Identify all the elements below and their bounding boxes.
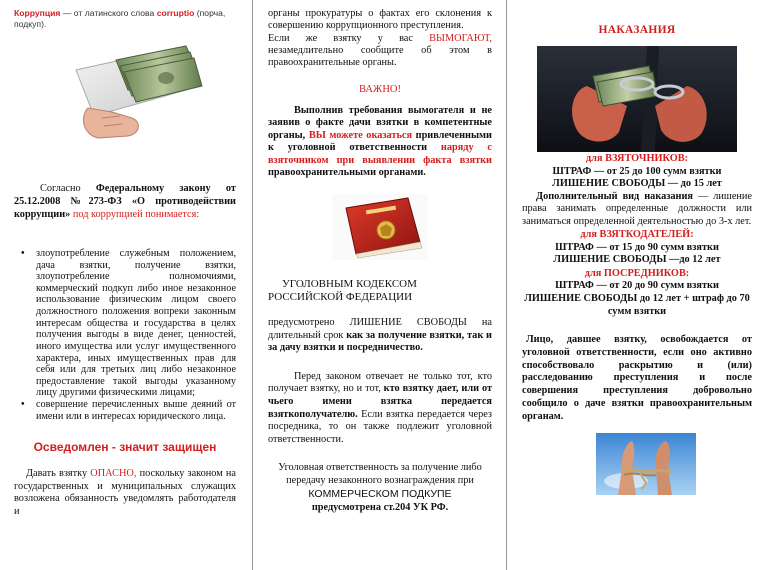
intro-tail: (порча, подкуп). (14, 8, 226, 30)
penalty-line: ШТРАФ — от 20 до 90 сумм взятки (555, 280, 719, 292)
give-bribe-paragraph (14, 468, 236, 518)
handcuffed-hands-illustration (537, 46, 737, 152)
responsibility-text-a: Перед законом отвечает не только тот, кто получает взятку, но и тот, (268, 370, 492, 395)
liability-red-1: ВЫ можете оказаться (308, 129, 413, 141)
penalty-line: ЛИШЕНИЕ СВОБОДЫ —до 12 лет (553, 254, 721, 266)
penalty-line: ШТРАФ — от 25 до 100 сумм взятки (552, 165, 722, 177)
column-divider (506, 0, 507, 570)
commercial-bribery-paragraph (268, 462, 492, 514)
responsibility-paragraph (268, 371, 492, 446)
law-paragraph (14, 183, 236, 222)
role-bribe-takers: для ВЗЯТОЧНИКОВ: (585, 153, 689, 164)
additional-penalty-label: Дополнительный вид наказания (536, 190, 693, 202)
intro-text: — от латинского слова (60, 8, 157, 18)
latin-word: corruptio (156, 8, 195, 18)
give-dangerous: ОПАСНО, (90, 468, 137, 480)
liability-text-c: правоохранительными органами. (268, 167, 426, 179)
deprivation-text-a: предусмотрено ЛИШЕНИЕ СВОБОДЫ на длительный срок (268, 317, 492, 341)
law-prefix: Согласно (40, 183, 96, 195)
column-3 (508, 0, 760, 570)
column-1 (0, 0, 252, 570)
column-2 (254, 0, 506, 570)
give-text-b: поскольку законом на государственных и муниципальных служащих возложена обязанность уведомлять работодателя и (14, 468, 237, 517)
criminal-code-heading: УГОЛОВНЫМ КОДЕКСОМ РОССИЙСКОЙ ФЕДЕРАЦИИ (268, 278, 417, 303)
extortion-paragraph (268, 33, 492, 70)
freed-hands-rope-illustration (596, 433, 696, 495)
additional-penalty (522, 191, 752, 229)
corruption-list (21, 247, 236, 422)
penalty-line: ЛИШЕНИЕ СВОБОДЫ до 12 лет + штраф до 70 сумм взятки (524, 293, 750, 317)
liability-red-2: наряду с взяточником при выявлении факта взятки (268, 142, 492, 166)
column-divider (252, 0, 253, 570)
additional-penalty-text: — лишение права занимать определенные должности или заниматься определенной деятельностью до 3-х лет. (522, 190, 752, 227)
responsibility-text-b: Если взятка передается через посредника, то он также подлежит уголовной ответственности. (268, 408, 492, 445)
deprivation-text-b: как за получение взятки, так и за дачу взятки и посредничество. (268, 329, 492, 354)
punishments-heading: НАКАЗАНИЯ (598, 24, 676, 36)
law-name: Федеральному закону от 25.12.2008 №273-ФЗ «О противодействии коррупции» (14, 183, 236, 221)
important-heading: ВАЖНО! (359, 83, 401, 95)
role-intermediaries: для ПОСРЕДНИКОВ: (584, 267, 690, 279)
list-item (21, 399, 236, 422)
role-bribe-givers: для ВЗЯТКОДАТЕЛЕЙ: (580, 229, 694, 241)
section-heading-warned: Осведомлен - значит защищен (33, 440, 217, 455)
term-corruption: Коррупция (14, 8, 61, 18)
commercial-text-a: Уголовная ответственность за получение либо передачу незаконного вознаграждения при (278, 462, 482, 487)
penalty-line: ЛИШЕНИЕ СВОБОДЫ — до 15 лет (552, 178, 722, 190)
penalty-line: ШТРАФ — от 15 до 90 сумм взятки (555, 241, 719, 253)
commercial-article: предусмотрена ст.204 УК РФ. (311, 501, 449, 513)
money-envelope-illustration (58, 38, 208, 143)
give-text-a: Давать взятку (26, 468, 91, 480)
extortion-word: ВЫМОГАЮТ, (429, 32, 492, 44)
deprivation-paragraph (268, 317, 492, 355)
commercial-bribery-caps: КОММЕРЧЕСКОМ ПОДКУПЕ (308, 487, 452, 500)
extortion-text-b: незамедлительно сообщите об этом в правоохранительные органы. (268, 45, 492, 69)
list-item-text: злоупотребление служебным положением, дача взятки, получение взятки, злоупотребление полномочиями, коммерческий подкуп либо иное незаконное использование физическим лицом своего должностного положения вопреки законным интересам общества и государства в целях получения выгоды в виде денег, ценностей, иного имущества или услуг имущественного характера, иных имущественных прав для себя или для третьих лиц либо незаконное предоставление такой выгоды указанному лицу другими физическими лицами; (36, 247, 236, 399)
liability-text-a: Выполнив требования вымогателя и не заявив о факте дачи взятки в компетентные органы, (268, 104, 492, 141)
responsibility-bold: кто взятку дает, или от чьего имени взятка передается взяткополучателю. (268, 383, 493, 420)
liability-paragraph (268, 105, 492, 180)
liability-text-b: привлеченными к уголовной ответственности (268, 129, 492, 154)
intro-definition (14, 8, 236, 30)
law-clause: под коррупцией понимается: (70, 209, 200, 221)
extortion-text-a: Если же взятку у вас (268, 32, 430, 44)
penalties-block (522, 153, 752, 318)
list-item (21, 247, 236, 399)
bullet-icon: • (21, 399, 25, 411)
bullet-icon: • (21, 247, 25, 259)
list-item-text: совершение перечисленных выше деяний от имени или в интересах юридического лица. (36, 399, 236, 422)
prosecutor-paragraph: органы прокуратуры о фактах его склонения к совершению коррупционного преступления. (268, 8, 492, 32)
criminal-code-book-illustration (332, 194, 428, 260)
exemption-paragraph: Лицо, давшее взятку, освобождается от уголовной ответственности, если оно активно способствовало раскрытию и (или) расследованию преступления и после совершения преступления добровольно сообщило о даче взятки правоохранительным органам. (522, 334, 752, 422)
